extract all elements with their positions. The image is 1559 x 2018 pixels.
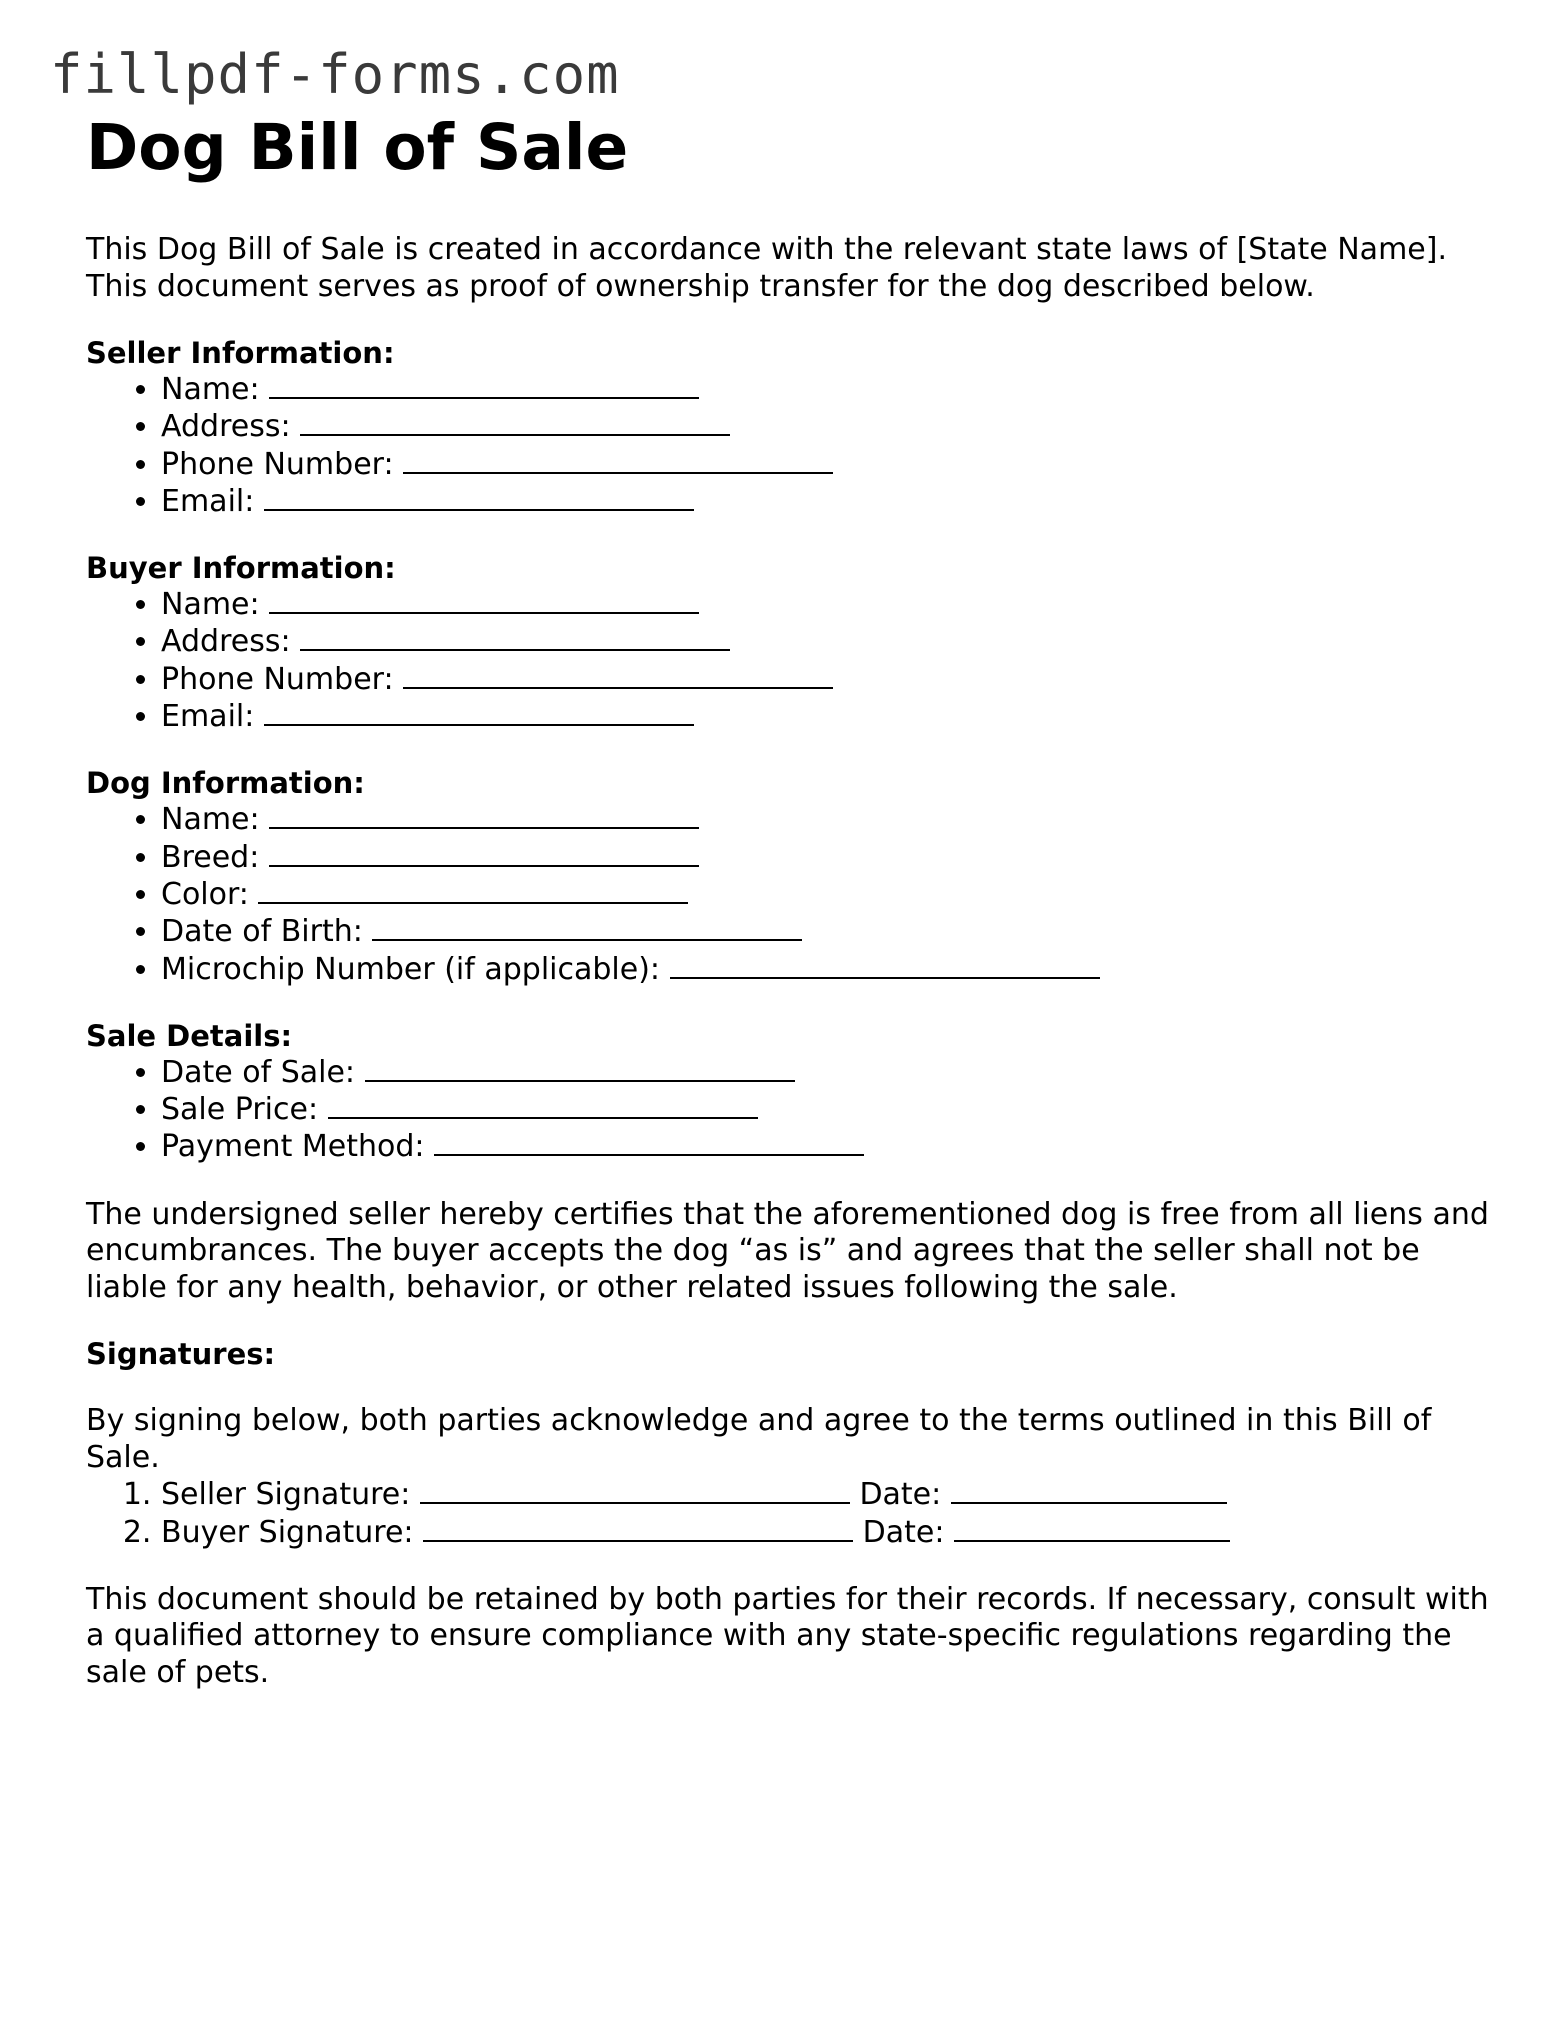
sale-price-item xyxy=(161,1091,1496,1128)
payment-method-item xyxy=(161,1128,1496,1165)
buyer-signature-item xyxy=(161,1514,1496,1551)
buyer-name-item xyxy=(161,586,1496,623)
seller-email-item xyxy=(161,483,1496,520)
signatures-intro: By signing below, both parties acknowledge and agree to the terms outlined in this Bill of Sale. xyxy=(86,1403,1432,1475)
buyer-address-blank[interactable] xyxy=(300,623,730,651)
signature-label: Seller Signature: xyxy=(161,1477,411,1513)
buyer-phone-blank[interactable] xyxy=(403,661,833,689)
field-label: Email: xyxy=(161,483,255,519)
buyer-email-blank[interactable] xyxy=(264,698,694,726)
buyer-address-item xyxy=(161,623,1496,660)
dog-color-item xyxy=(161,876,1496,913)
intro-paragraph: This Dog Bill of Sale is created in accordance with the relevant state laws of [State Name]. This document serves as proof of ownership transfer for the dog described below. xyxy=(86,232,1447,304)
seller-name-item xyxy=(161,371,1496,408)
seller-phone-blank[interactable] xyxy=(403,446,833,474)
seller-heading: Seller Information: xyxy=(86,336,395,370)
field-label: Address: xyxy=(161,409,291,445)
seller-signature-blank[interactable] xyxy=(420,1476,850,1504)
document-page xyxy=(86,110,1496,1691)
buyer-name-blank[interactable] xyxy=(269,586,699,614)
buyer-phone-item xyxy=(161,661,1496,698)
field-label: Date of Sale: xyxy=(161,1054,356,1090)
field-label: Breed: xyxy=(161,839,260,875)
date-label: Date: xyxy=(862,1514,945,1550)
dog-name-item xyxy=(161,801,1496,838)
dog-color-blank[interactable] xyxy=(258,876,688,904)
dog-fields xyxy=(86,801,1496,987)
payment-method-blank[interactable] xyxy=(434,1128,864,1156)
field-label: Phone Number: xyxy=(161,661,394,697)
date-label: Date: xyxy=(859,1477,942,1513)
field-label: Microchip Number (if applicable): xyxy=(161,951,661,987)
seller-phone-item xyxy=(161,446,1496,483)
signatures-heading: Signatures: xyxy=(86,1337,276,1372)
field-label: Payment Method: xyxy=(161,1129,425,1165)
seller-address-item xyxy=(161,408,1496,445)
field-label: Name: xyxy=(161,802,260,838)
seller-address-blank[interactable] xyxy=(300,408,730,436)
seller-name-blank[interactable] xyxy=(269,371,699,399)
dog-breed-blank[interactable] xyxy=(269,839,699,867)
dog-dob-blank[interactable] xyxy=(372,913,802,941)
watermark: fillpdf-forms.com xyxy=(50,43,620,106)
field-label: Date of Birth: xyxy=(161,914,363,950)
sale-price-blank[interactable] xyxy=(328,1091,758,1119)
field-label: Color: xyxy=(161,876,249,912)
closing-paragraph: This document should be retained by both parties for their records. If necessary, consult with a qualified attorney to ensure compliance with any state-specific regulations regarding the sale of pets. xyxy=(86,1581,1489,1690)
sale-date-item xyxy=(161,1054,1496,1091)
buyer-email-item xyxy=(161,698,1496,735)
dog-microchip-item xyxy=(161,951,1496,988)
field-label: Sale Price: xyxy=(161,1092,319,1128)
dog-breed-item xyxy=(161,839,1496,876)
document-title: Dog Bill of Sale xyxy=(86,111,629,184)
field-label: Name: xyxy=(161,587,260,623)
field-label: Phone Number: xyxy=(161,446,394,482)
dog-dob-item xyxy=(161,913,1496,950)
seller-email-blank[interactable] xyxy=(264,483,694,511)
buyer-heading: Buyer Information: xyxy=(86,551,396,586)
dog-microchip-blank[interactable] xyxy=(670,951,1100,979)
buyer-fields xyxy=(86,586,1496,735)
seller-fields xyxy=(86,371,1496,520)
dog-name-blank[interactable] xyxy=(269,801,699,829)
field-label: Name: xyxy=(161,372,260,407)
buyer-date-blank[interactable] xyxy=(954,1514,1230,1542)
sale-date-blank[interactable] xyxy=(365,1054,795,1082)
sale-fields xyxy=(86,1054,1496,1166)
field-label: Email: xyxy=(161,699,255,735)
seller-date-blank[interactable] xyxy=(951,1476,1227,1504)
signature-lines xyxy=(86,1476,1496,1551)
buyer-signature-blank[interactable] xyxy=(423,1514,853,1542)
field-label: Address: xyxy=(161,624,291,660)
dog-heading: Dog Information: xyxy=(86,766,365,801)
sale-heading: Sale Details: xyxy=(86,1018,293,1053)
certification-paragraph: The undersigned seller hereby certifies that the aforementioned dog is free from all liens and encumbrances. The buyer accepts the dog “as is” and agrees that the seller shall not be liable for any health, behavior, or other related issues following the sale. xyxy=(86,1196,1489,1305)
signature-label: Buyer Signature: xyxy=(161,1514,414,1550)
seller-signature-item xyxy=(161,1476,1496,1513)
